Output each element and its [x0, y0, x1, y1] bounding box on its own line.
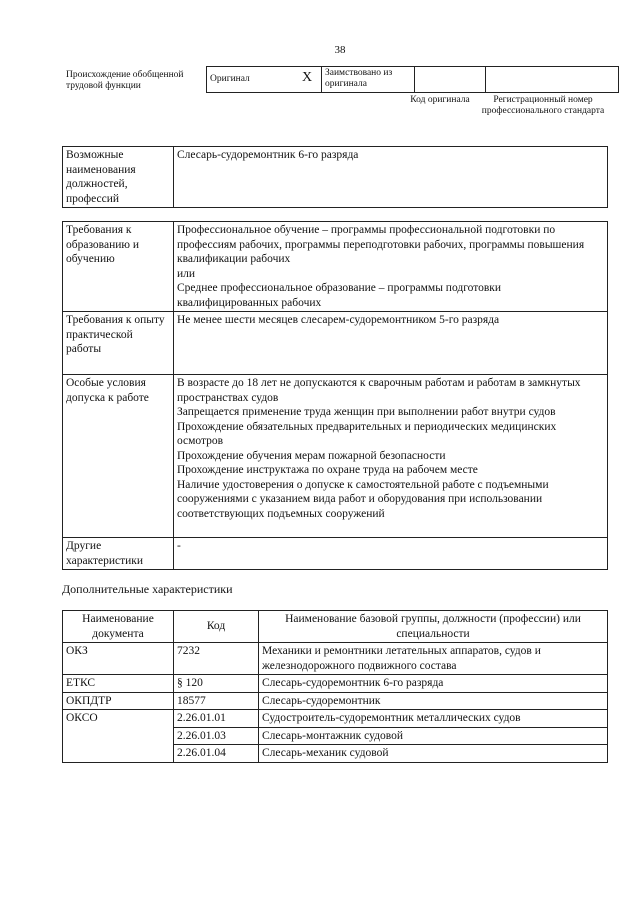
table-row — [63, 643, 608, 675]
origin-original-label: Оригинал — [210, 74, 250, 84]
row-name: Слесарь-судоремонтник — [259, 692, 608, 710]
row-doc: ОКСО — [63, 710, 174, 763]
row-code: 2.26.01.01 — [174, 710, 259, 728]
table-row — [63, 692, 608, 710]
education-label: Требования к образованию и обучению — [63, 222, 174, 312]
special-condition-line: В возрасте до 18 лет не допускаются к сварочным работам и работам в замкнутых пространствах судов — [177, 377, 581, 404]
experience-value — [174, 312, 608, 375]
special-conditions-label: Особые условия допуска к работе — [63, 375, 174, 538]
special-condition-line: Прохождение инструктажа по охране труда на рабочем месте — [177, 464, 478, 476]
row-doc: ЕТКС — [63, 675, 174, 693]
origin-original-mark: X — [301, 70, 313, 85]
row-name: Слесарь-механик судовой — [259, 745, 608, 763]
row-name: Механики и ремонтники летательных аппаратов, судов и железнодорожного подвижного состава — [259, 643, 608, 675]
row-code: 18577 — [174, 692, 259, 710]
row-doc: ОКЗ — [63, 643, 174, 675]
special-condition-line: Запрещается применение труда женщин при выполнении работ внутри судов — [177, 406, 556, 418]
reg-caption: Регистрационный номер профессионального стандарта — [481, 95, 605, 116]
education-line: Среднее профессиональное образование – программы подготовки квалифицированных рабочих — [177, 282, 502, 309]
origin-label: Происхождение обобщенной трудовой функции — [66, 70, 184, 91]
code-caption: Код оригинала — [410, 95, 470, 105]
other-characteristics-label: Другие характеристики — [63, 538, 174, 570]
experience-line: Не менее шести месяцев слесарем-судоремонтником 5-го разряда — [177, 314, 500, 326]
education-line: Профессиональное обучение – программы профессиональной подготовки по профессиям рабочих, программы переподготовки рабочих, программы повышения квалификации рабочих — [177, 224, 585, 265]
row-name: Слесарь-монтажник судовой — [259, 727, 608, 745]
row-code: § 120 — [174, 675, 259, 693]
education-line: или — [177, 267, 196, 280]
origin-table — [206, 66, 619, 93]
special-condition-line: Наличие удостоверения о допуске к самостоятельной работе с подъемными сооружениями с указанием вида работ и оборудования при использовании соответствующих подъемных сооружений — [177, 478, 549, 520]
row-name: Слесарь-судоремонтник 6-го разряда — [259, 675, 608, 693]
special-conditions-value — [174, 375, 608, 538]
row-doc: ОКПДТР — [63, 692, 174, 710]
other-characteristics-value — [174, 538, 608, 570]
experience-label: Требования к опыту практической работы — [63, 312, 174, 375]
additional-title: Дополнительные характеристики — [62, 582, 233, 596]
position-names-table — [62, 146, 608, 208]
page-number: 38 — [334, 44, 346, 56]
education-value — [174, 222, 608, 312]
requirements-table — [62, 221, 608, 570]
position-names-label: Возможные наименования должностей, профессий — [63, 147, 174, 208]
origin-borrowed-label: Заимствовано из оригинала — [325, 68, 393, 89]
position-names-value: Слесарь-судоремонтник 6-го разряда — [174, 147, 608, 208]
special-condition-line: Прохождение обучения мерам пожарной безопасности — [177, 449, 446, 462]
header-code: Код — [174, 611, 259, 643]
special-condition-line: Прохождение обязательных предварительных и периодических медицинских осмотров — [177, 420, 557, 447]
table-row — [63, 710, 608, 728]
header-document: Наименование документа — [63, 611, 174, 643]
other-characteristics-line: - — [177, 540, 181, 552]
row-name: Судостроитель-судоремонтник металлических судов — [259, 710, 608, 728]
additional-table — [62, 610, 608, 763]
row-code: 2.26.01.04 — [174, 745, 259, 763]
header-name: Наименование базовой группы, должности (профессии) или специальности — [259, 611, 608, 643]
row-code: 2.26.01.03 — [174, 727, 259, 745]
table-row — [63, 675, 608, 693]
row-code: 7232 — [174, 643, 259, 675]
